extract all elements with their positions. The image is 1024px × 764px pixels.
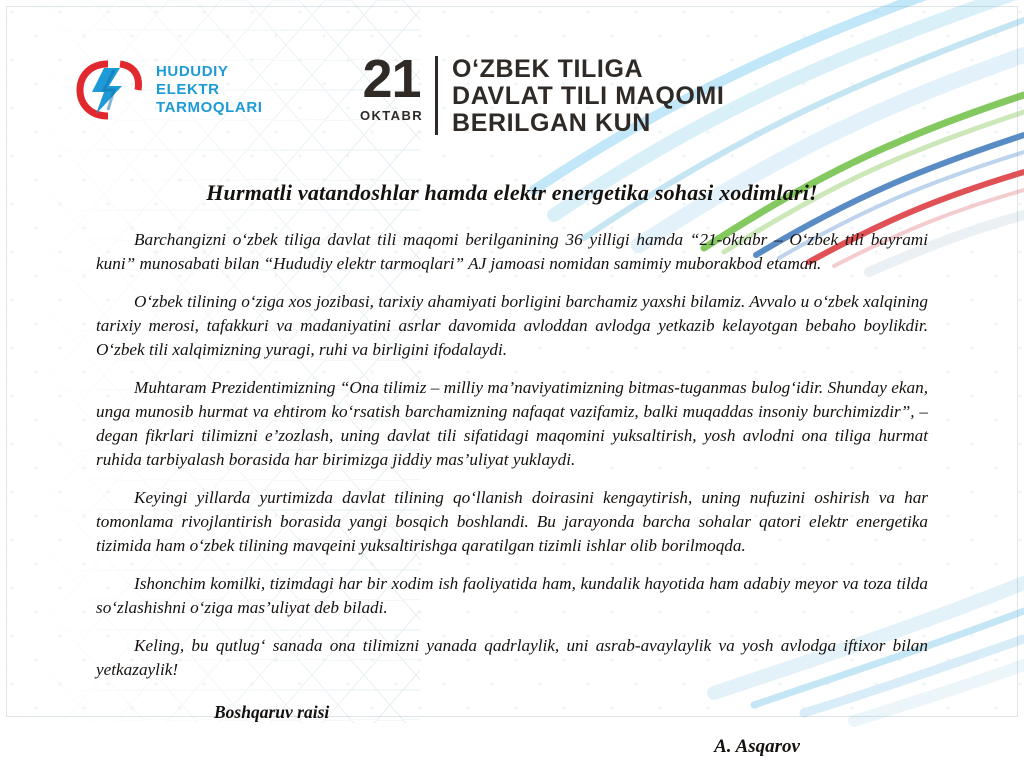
greeting-line: Hurmatli vatandoshlar hamda elektr energetika sohasi xodimlari!: [206, 180, 818, 205]
title-divider: [435, 56, 438, 135]
body-paragraph: Keling, bu qutlug‘ sanada ona tilimizni yanada qadrlaylik, uni asrab-avaylaylik va yosh avlodga iftixor bilan yetkazaylik!: [96, 636, 928, 679]
event-title: [452, 54, 724, 137]
title-line-2: DAVLAT TILI MAQOMI: [452, 82, 725, 110]
company-name: [156, 63, 263, 117]
logo-line-3: TARMOQLARI: [156, 99, 263, 116]
company-logo: [74, 58, 263, 122]
body-paragraph: Ishonchim komilki, tizimdagi har bir xodim ish faoliyatida ham, kundalik hayotida ham adabiy meyor va toza tilda so‘zlashishni o‘ziga mas’uliyat deb biladi.: [96, 574, 928, 617]
title-line-1: O‘ZBEK TILIGA: [452, 55, 644, 83]
document-body: [96, 180, 928, 764]
signature-block: [96, 702, 928, 764]
logo-line-2: ELEKTR: [156, 81, 220, 98]
logo-line-1: HUDUDIY: [156, 63, 229, 80]
title-line-3: BERILGAN KUN: [452, 109, 651, 137]
document-header: [0, 44, 1024, 164]
signature-title: Boshqaruv raisi: [214, 702, 330, 722]
body-paragraph: Muhtaram Prezidentimizning “Ona tilimiz – milliy ma’naviyatimizning bitmas-tuganmas bulog‘idir. Shunday ekan, unga munosib hurmat va ehtirom ko‘rsatish barchamizning nafaqat vazifamiz, balki muqaddas insoniy burchimizdir”, – degan fikrlari tilimizni e’zozlash, uning davlat tili sifatidagi maqomini yuksaltirish, yosh avlodni ona tiliga hurmat ruhida tarbiyalash borasida har birimizga jiddiy mas’uliyat yuklaydi.: [96, 378, 928, 469]
date-month: OKTABR: [360, 108, 424, 123]
body-paragraph: Keyingi yillarda yurtimizda davlat tilining qo‘llanish doirasini kengaytirish, uning nufuzini oshirish va har tomonlama rivojlantirish borasida yangi bosqich boshlandi. Bu jarayonda barcha sohalar qatori elektr energetika tizimida ham o‘zbek tilining mavqeini yuksaltirishga qaratilgan tizimli ishlar olib borilmoqda.: [96, 488, 928, 555]
event-date: [360, 49, 435, 123]
lightning-bolt-logo-icon: [74, 58, 144, 122]
signature-name: A. Asqarov: [714, 736, 800, 757]
event-title-block: [360, 49, 725, 137]
body-paragraph: O‘zbek tilining o‘ziga xos jozibasi, tarixiy ahamiyati borligini barchamiz yaxshi bilamiz. Avvalo u o‘zbek xalqining tarixiy merosi, tafakkuri va madaniyatini asrlar davomida avloddan avlodga yetkazib kelayotgan bebaho boylikdir. O‘zbek tili xalqimizning yuragi, ruhi va birligini ifodalaydi.: [96, 292, 928, 359]
date-number: 21: [362, 49, 421, 109]
body-paragraph: Barchangizni o‘zbek tiliga davlat tili maqomi berilganining 36 yilligi hamda “21-oktabr – O‘zbek tili bayrami kuni” munosabati bilan “Hududiy elektr tarmoqlari” AJ jamoasi nomidan samimiy muborakbod etaman.: [96, 230, 928, 273]
